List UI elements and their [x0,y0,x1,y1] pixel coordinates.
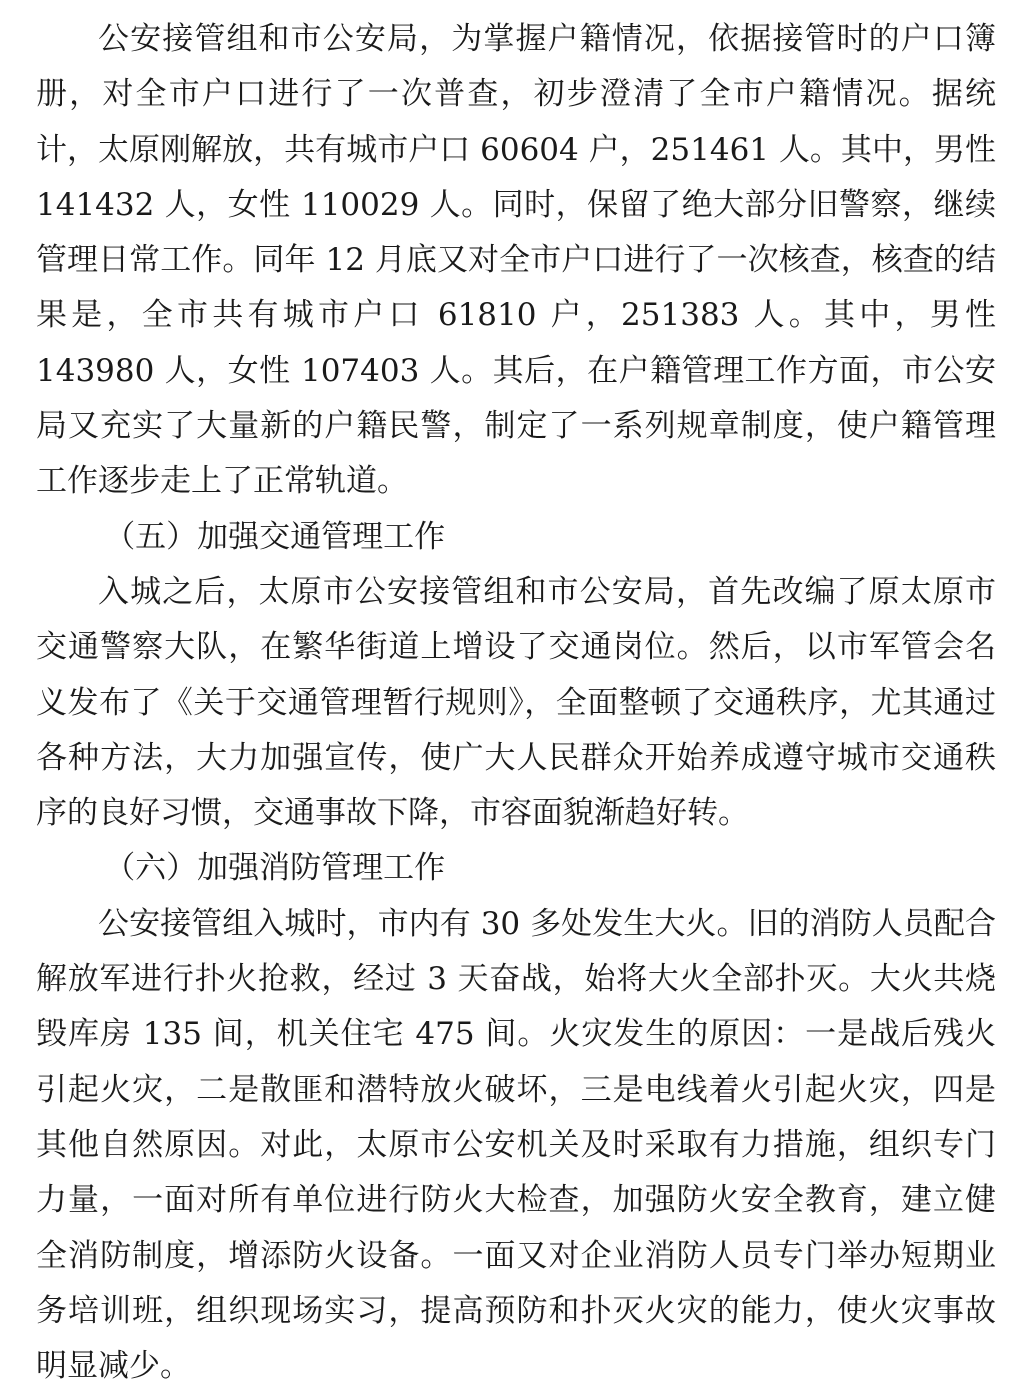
document-page [36,12,996,1394]
section-heading-traffic: （五）加强交通管理工作 [104,518,446,555]
paragraph-fire-management: 公安接管组入城时，市内有 30 多处发生大火。旧的消防人员配合解放军进行扑火抢救，经过 3 天奋战，始将大火全部扑灭。大火共烧毁库房 135 间，机关住宅 475 间。火灾发生的原因：一是战后残火引起火灾，二是散匪和潜特放火破坏，三是电线着火引起火灾，四是其他自然原因。对此，太原市公安机关及时采取有力措施，组织专门力量，一面对所有单位进行防火大检查，加强防火安全教育，建立健全消防制度，增添防火设备。一面又对企业消防人员专门举办短期业务培训班，组织现场实习，提高预防和扑灭火灾的能力，使火灾事故明显减少。 [36,905,996,1385]
paragraph-household-registration: 公安接管组和市公安局，为掌握户籍情况，依据接管时的户口簿册，对全市户口进行了一次普查，初步澄清了全市户籍情况。据统计，太原刚解放，共有城市户口 60604 户，251461 人。其中，男性 141432 人，女性 110029 人。同时，保留了绝大部分旧警察，继续管理日常工作。同年 12 月底又对全市户口进行了一次核查，核查的结果是，全市共有城市户口 61810 户，251383 人。其中，男性 143980 人，女性 107403 人。其后，在户籍管理工作方面，市公安局又充实了大量新的户籍民警，制定了一系列规章制度，使户籍管理工作逐步走上了正常轨道。 [36,21,996,500]
section-heading-fire: （六）加强消防管理工作 [104,850,446,887]
paragraph-traffic-management: 入城之后，太原市公安接管组和市公安局，首先改编了原太原市交通警察大队，在繁华街道上增设了交通岗位。然后，以市军管会名义发布了《关于交通管理暂行规则》，全面整顿了交通秩序，尤其通过各种方法，大力加强宣传，使广大人民群众开始养成遵守城市交通秩序的良好习惯，交通事故下降，市容面貌渐趋好转。 [36,573,996,832]
